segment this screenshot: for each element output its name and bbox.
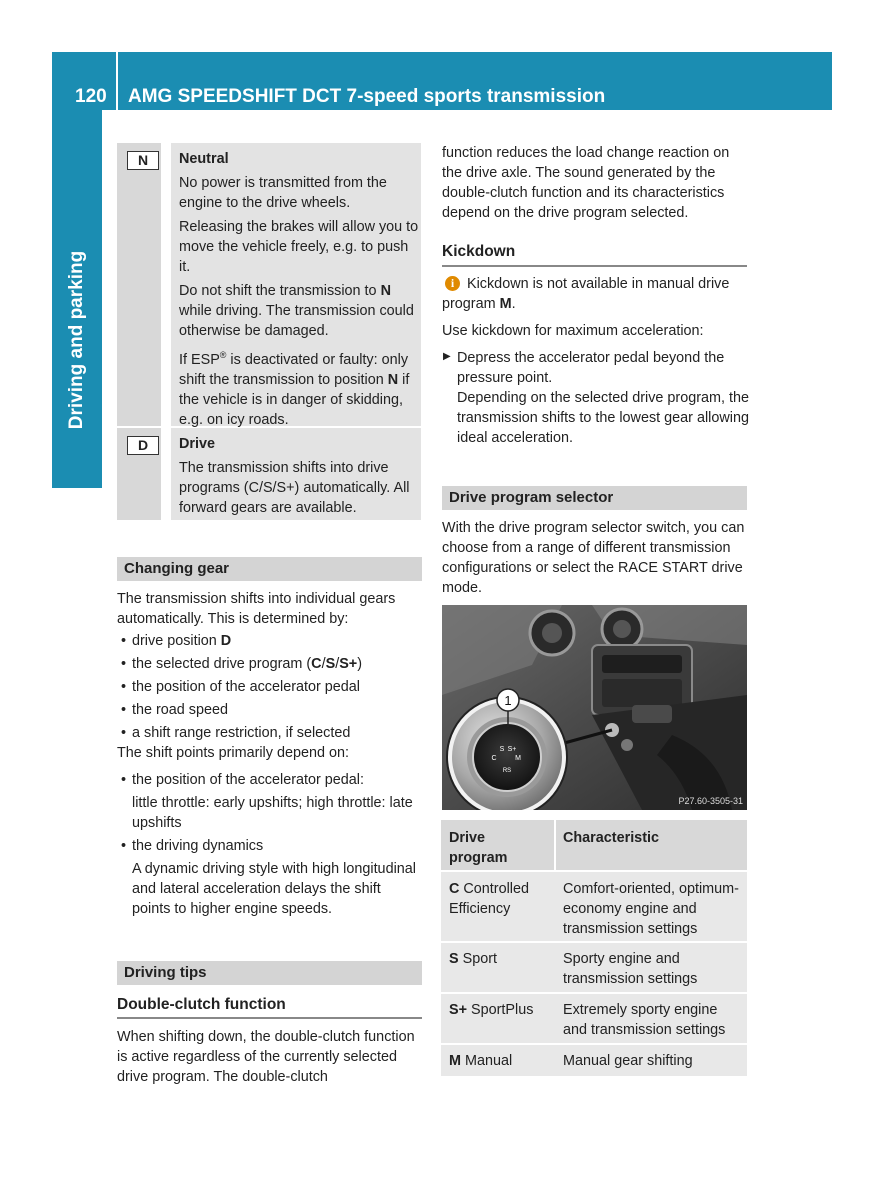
table-row	[441, 943, 747, 992]
list-item: • the road speed	[117, 700, 422, 720]
program-characteristic: Extremely sporty engine and transmission settings	[563, 1002, 726, 1038]
list-item-sub: little throttle: early upshifts; high throttle: late upshifts	[132, 795, 413, 831]
list-item: • a shift range restriction, if selected	[117, 723, 422, 743]
drive-selector-photo	[442, 605, 747, 810]
step-text: Depress the accelerator pedal beyond the pressure point.	[457, 350, 725, 386]
header-characteristic: Characteristic	[563, 830, 659, 846]
changing-gear-body	[117, 589, 422, 919]
use-kickdown-text: Use kickdown for maximum acceleration:	[442, 323, 704, 339]
dial-label-splus: S+	[507, 746, 517, 753]
dial-label-s: S	[499, 746, 505, 753]
table-row	[441, 1045, 747, 1076]
program-name: S+ SportPlus	[449, 1002, 534, 1018]
drive-p1: The transmission shifts into drive programs (C/S/S+) automatically. All forward gears are available.	[179, 460, 410, 516]
neutral-title: Neutral	[179, 151, 229, 167]
program-characteristic: Sporty engine and transmission settings	[563, 951, 698, 987]
list-item-sub: A dynamic driving style with high longitudinal and lateral acceleration delays the shift points to higher engine speeds.	[132, 861, 416, 917]
table-row	[441, 994, 747, 1043]
drive-program-selector-heading: Drive program selector	[442, 486, 747, 510]
console-illustration	[442, 605, 747, 810]
changing-gear-heading: Changing gear	[117, 557, 422, 581]
neutral-p4: If ESP® is deactivated or faulty: only shift the transmission to position N if the vehicle is in danger of skidding, e.g. on icy roads.	[179, 350, 410, 428]
neutral-key-symbol: N	[127, 151, 159, 170]
continuation-text: function reduces the load change reaction on the drive axle. The sound generated by the double-clutch function and its characteristics depend on the drive program selected.	[442, 145, 730, 221]
page-title: AMG SPEEDSHIFT DCT 7-speed sports transmission	[128, 86, 606, 107]
program-name: S Sport	[449, 951, 498, 967]
list-item: • the position of the accelerator pedal:	[117, 770, 422, 790]
step-arrow-icon: ▶	[443, 351, 451, 362]
program-name: C Controlled Efficiency	[449, 881, 529, 917]
callout-number: 1	[504, 693, 512, 708]
driving-tips-heading: Driving tips	[117, 961, 422, 985]
info-icon: i	[445, 276, 460, 291]
shift-points-intro: The shift points primarily depend on:	[117, 745, 349, 761]
list-item: • the selected drive program (C/S/S+)	[117, 654, 422, 674]
neutral-p1: No power is transmitted from the engine to the drive wheels.	[179, 175, 387, 211]
kickdown-info: Kickdown is not available in manual drive program M.	[442, 276, 730, 312]
step-result: Depending on the selected drive program, the transmission shifts to the lowest gear allowing ideal acceleration.	[457, 390, 749, 446]
program-characteristic: Comfort-oriented, optimum-economy engine and transmission settings	[563, 881, 739, 937]
dial-label-m: M	[515, 755, 521, 762]
kickdown-step	[457, 348, 749, 448]
program-table-header	[441, 820, 747, 870]
list-item: • drive position D	[117, 631, 422, 651]
dial-label-c: C	[491, 755, 497, 762]
neutral-p2: Releasing the brakes will allow you to move the vehicle freely, e.g. to push it.	[179, 219, 419, 275]
header-drive-program: Drive program	[449, 830, 508, 866]
double-clutch-text: When shifting down, the double-clutch function is active regardless of the currently selected drive program. The double-clutch	[117, 1029, 415, 1085]
side-tab-label: Driving and parking	[66, 250, 87, 430]
dial-label-rs: RS	[502, 768, 512, 774]
drive-title: Drive	[179, 436, 215, 452]
drive-block	[179, 434, 421, 518]
table-row	[441, 872, 747, 941]
page-number: 120	[75, 86, 107, 107]
neutral-block	[179, 149, 419, 430]
program-name: M Manual	[449, 1053, 513, 1069]
double-clutch-heading: Double-clutch function	[117, 996, 422, 1019]
selector-text: With the drive program selector switch, you can choose from a range of different transmission configurations or select the RACE START drive mode.	[442, 520, 745, 596]
drive-key-symbol: D	[127, 436, 159, 455]
kickdown-heading: Kickdown	[442, 243, 747, 267]
neutral-key-cell	[117, 143, 161, 426]
list-item: • the position of the accelerator pedal	[117, 677, 422, 697]
neutral-p3: Do not shift the transmission to N while driving. The transmission could otherwise be damaged.	[179, 283, 414, 339]
program-characteristic: Manual gear shifting	[563, 1053, 693, 1069]
list-item: • the driving dynamics	[117, 836, 422, 856]
image-code: P27.60-3505-31	[678, 796, 743, 806]
changing-gear-intro: The transmission shifts into individual gears automatically. This is determined by:	[117, 591, 396, 627]
